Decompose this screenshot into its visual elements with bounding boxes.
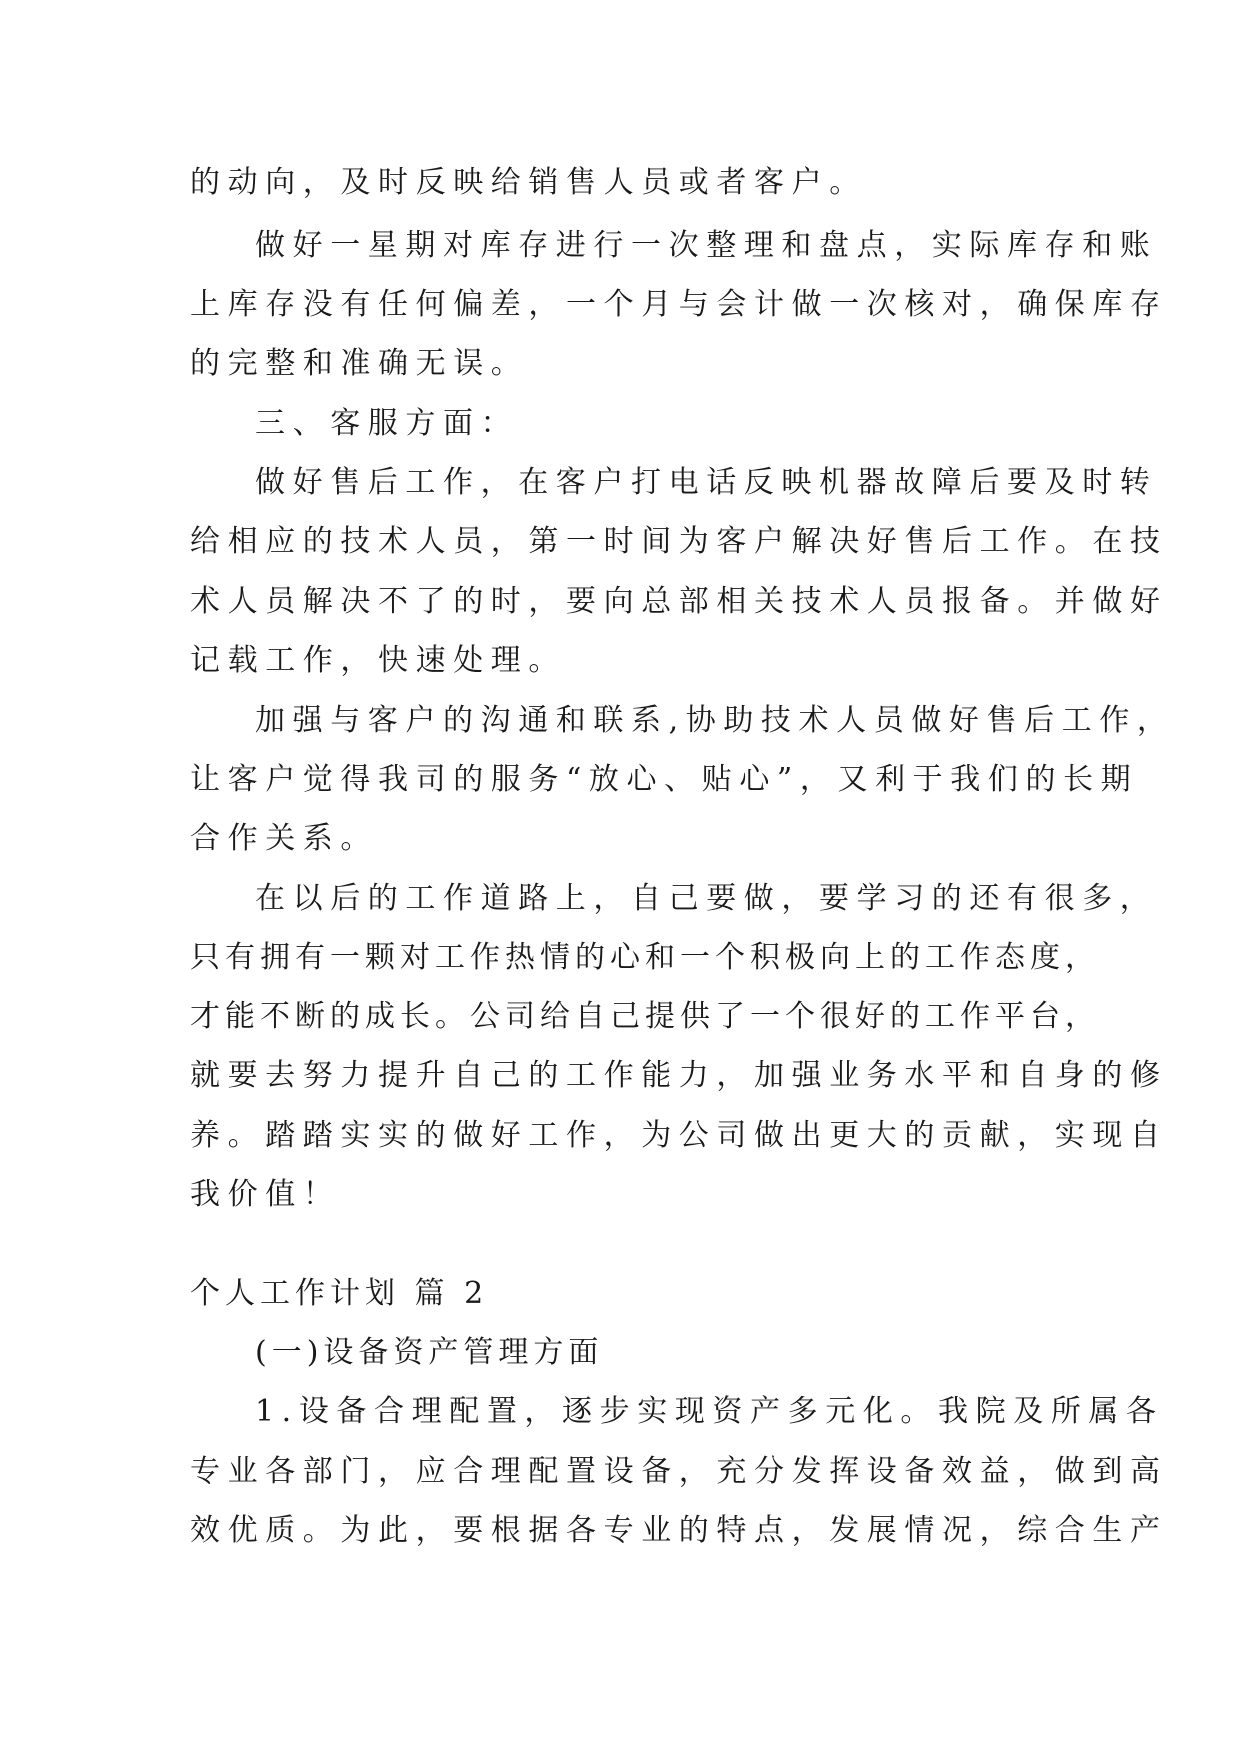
text-line: 加强与客户的沟通和联系,协助技术人员做好售后工作， <box>255 703 1175 738</box>
text-line: 的完整和准确无误。 <box>190 346 529 381</box>
text-line: 给相应的技术人员，第一时间为客户解决好售后工作。在技 <box>190 524 1168 559</box>
text-line: 效优质。为此，要根据各专业的特点，发展情况，综合生产 <box>190 1513 1168 1548</box>
text-line: 就要去努力提升自己的工作能力，加强业务水平和自身的修 <box>190 1058 1168 1093</box>
text-line: 1.设备合理配置，逐步实现资产多元化。我院及所属各 <box>255 1394 1164 1429</box>
text-line: 术人员解决不了的时，要向总部相关技术人员报备。并做好 <box>190 584 1168 619</box>
text-line: 合作关系。 <box>190 821 378 856</box>
section-heading: (一)设备资产管理方面 <box>255 1335 604 1370</box>
text-line: 专业各部门，应合理配置设备，充分发挥设备效益，做到高 <box>190 1454 1168 1489</box>
document-heading: 个人工作计划 篇 2 <box>190 1276 489 1311</box>
text-line: 上库存没有任何偏差，一个月与会计做一次核对，确保库存 <box>190 287 1168 322</box>
text-line: 我价值！ <box>190 1177 341 1212</box>
text-line: 只有拥有一颗对工作热情的心和一个积极向上的工作态度， <box>190 940 1100 975</box>
section-heading: 三、客服方面： <box>255 406 519 441</box>
text-line: 记载工作，快速处理。 <box>190 643 566 678</box>
text-line: 才能不断的成长。公司给自己提供了一个很好的工作平台， <box>190 999 1100 1034</box>
text-line: 养。踏踏实实的做好工作，为公司做出更大的贡献，实现自 <box>190 1118 1168 1153</box>
text-line: 做好售后工作，在客户打电话反映机器故障后要及时转 <box>255 465 1158 500</box>
text-line: 让客户觉得我司的服务“放心、贴心”，又利于我们的长期 <box>190 762 1139 797</box>
text-line: 做好一星期对库存进行一次整理和盘点，实际库存和账 <box>255 228 1158 263</box>
text-line: 的动向，及时反映给销售人员或者客户。 <box>190 165 867 200</box>
text-line: 在以后的工作道路上，自己要做，要学习的还有很多， <box>255 881 1158 916</box>
